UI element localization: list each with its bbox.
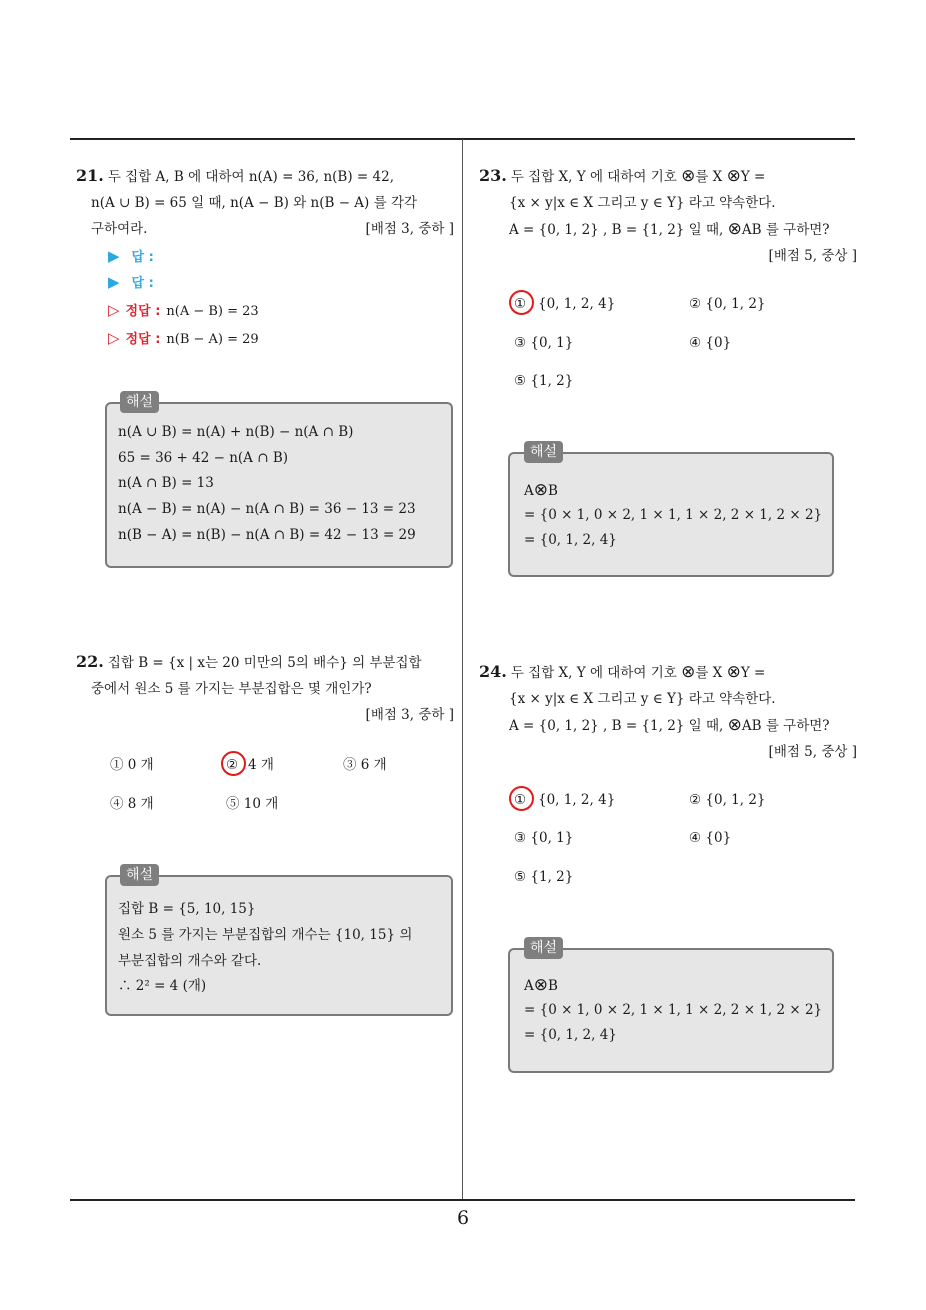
answer-arrow-icon: ▶	[108, 247, 120, 265]
choice-2[interactable]: ② {0, 1, 2}	[689, 296, 766, 312]
explanation-line	[524, 480, 558, 500]
explanation-line	[524, 975, 558, 995]
question-number: 21.	[76, 166, 104, 185]
correct-answer-2	[108, 328, 259, 350]
question-number: 23.	[479, 166, 507, 185]
explanation-text: A	[524, 978, 534, 994]
score-label: [배점 5, 중상 ]	[768, 744, 857, 760]
question-text: 를 X	[695, 169, 723, 185]
question-text: {x × y|x ∈ X 그리고 y ∈ Y} 라고 약속한다.	[509, 195, 776, 211]
correct-value: n(B − A) = 29	[166, 332, 259, 347]
answer-arrow-icon: ▶	[108, 273, 120, 291]
explanation-tag: 해설	[120, 864, 159, 886]
question-number: 22.	[76, 652, 104, 671]
choice-3[interactable]: ③ 6 개	[343, 757, 387, 773]
correct-value: n(A − B) = 23	[166, 304, 259, 319]
choice-3[interactable]: ③ {0, 1}	[514, 335, 574, 351]
explanation-line: n(B − A) = n(B) − n(A ∩ B) = 42 − 13 = 29	[118, 527, 416, 543]
explanation-line: 원소 5 를 가지는 부분집합의 개수는 {10, 15} 의	[118, 927, 413, 943]
choice-4[interactable]: ④ {0}	[689, 335, 732, 351]
page-number: 6	[456, 1207, 470, 1229]
correct-answer-1	[108, 300, 259, 322]
column-divider	[462, 139, 463, 1199]
answer-field-1[interactable]	[108, 246, 154, 268]
bottom-rule	[70, 1199, 855, 1201]
otimes-symbol: ⊗	[533, 480, 548, 500]
question-21	[76, 163, 454, 242]
question-22	[76, 649, 454, 728]
answer-field-2[interactable]	[108, 272, 154, 294]
question-text: AB 를 구하면?	[741, 222, 830, 238]
otimes-symbol: ⊗	[727, 715, 742, 735]
otimes-symbol: ⊗	[681, 166, 696, 186]
otimes-symbol: ⊗	[681, 662, 696, 682]
question-text: {x × y|x ∈ X 그리고 y ∈ Y} 라고 약속한다.	[509, 691, 776, 707]
explanation-line: 65 = 36 + 42 − n(A ∩ B)	[118, 450, 289, 466]
question-text: 두 집합 X, Y 에 대하여 기호	[510, 169, 677, 185]
question-24	[479, 659, 857, 765]
question-number: 24.	[479, 662, 507, 681]
correct-arrow-icon: ▷	[108, 301, 120, 319]
explanation-text: A	[524, 483, 534, 499]
explanation-tag: 해설	[524, 441, 563, 463]
explanation-line: = {0, 1, 2, 4}	[524, 532, 617, 548]
choice-3[interactable]: ③ {0, 1}	[514, 830, 574, 846]
explanation-line: = {0 × 1, 0 × 2, 1 × 1, 1 × 2, 2 × 1, 2 × 2}	[524, 507, 823, 523]
correct-label: 정답 :	[125, 332, 161, 347]
explanation-tag: 해설	[524, 937, 563, 959]
score-label: [배점 3, 중하 ]	[365, 707, 454, 723]
correct-label: 정답 :	[125, 304, 161, 319]
answer-label: 답 :	[131, 250, 154, 265]
question-23	[479, 163, 857, 269]
explanation-line: ∴ 2² = 4 (개)	[118, 978, 207, 994]
otimes-symbol: ⊗	[727, 219, 742, 239]
explanation-text: B	[548, 483, 558, 499]
choice-1[interactable]: {0, 1, 2, 4}	[538, 296, 616, 312]
explanation-line: n(A − B) = n(A) − n(A ∩ B) = 36 − 13 = 23	[118, 501, 416, 517]
question-text: A = {0, 1, 2} , B = {1, 2} 일 때,	[509, 718, 724, 734]
explanation-line: = {0, 1, 2, 4}	[524, 1027, 617, 1043]
explanation-line: 부분집합의 개수와 같다.	[118, 953, 262, 969]
otimes-symbol: ⊗	[726, 166, 741, 186]
choice-2-number[interactable]: ②	[226, 757, 239, 773]
choice-4[interactable]: ④ 8 개	[110, 796, 154, 812]
choice-5[interactable]: ⑤ {1, 2}	[514, 373, 574, 389]
question-text: 구하여라.	[91, 221, 148, 237]
question-text: A = {0, 1, 2} , B = {1, 2} 일 때,	[509, 222, 724, 238]
correct-arrow-icon: ▷	[108, 329, 120, 347]
choice-4[interactable]: ④ {0}	[689, 830, 732, 846]
question-text: 두 집합 A, B 에 대하여 n(A) = 36, n(B) = 42,	[107, 169, 394, 185]
choice-1[interactable]: ① 0 개	[110, 757, 154, 773]
score-label: [배점 5, 중상 ]	[768, 248, 857, 264]
explanation-line: n(A ∪ B) = n(A) + n(B) − n(A ∩ B)	[118, 424, 354, 440]
choice-2[interactable]: ② {0, 1, 2}	[689, 792, 766, 808]
explanation-line: = {0 × 1, 0 × 2, 1 × 1, 1 × 2, 2 × 1, 2 × 2}	[524, 1002, 823, 1018]
choice-2[interactable]: 4 개	[248, 757, 274, 773]
question-text: 중에서 원소 5 를 가지는 부분집합은 몇 개인가?	[91, 681, 372, 697]
choice-1-number[interactable]: ①	[514, 296, 527, 312]
choice-5[interactable]: ⑤ {1, 2}	[514, 869, 574, 885]
question-text: n(A ∪ B) = 65 일 때, n(A − B) 와 n(B − A) 를 각각	[91, 195, 418, 211]
otimes-symbol: ⊗	[726, 662, 741, 682]
question-text: 집합 B = {x | x는 20 미만의 5의 배수} 의 부분집합	[107, 655, 422, 671]
answer-label: 답 :	[131, 276, 154, 291]
question-text: Y =	[740, 665, 766, 681]
otimes-symbol: ⊗	[533, 975, 548, 995]
choice-5[interactable]: ⑤ 10 개	[226, 796, 279, 812]
choice-1[interactable]: {0, 1, 2, 4}	[538, 792, 616, 808]
explanation-line: n(A ∩ B) = 13	[118, 475, 214, 491]
question-text: 두 집합 X, Y 에 대하여 기호	[510, 665, 677, 681]
explanation-line: 집합 B = {5, 10, 15}	[118, 901, 256, 917]
question-text: AB 를 구하면?	[741, 718, 830, 734]
question-text: 를 X	[695, 665, 723, 681]
score-label: [배점 3, 중하 ]	[365, 221, 454, 237]
explanation-tag: 해설	[120, 391, 159, 413]
choice-1-number[interactable]: ①	[514, 792, 527, 808]
question-text: Y =	[740, 169, 766, 185]
explanation-text: B	[548, 978, 558, 994]
